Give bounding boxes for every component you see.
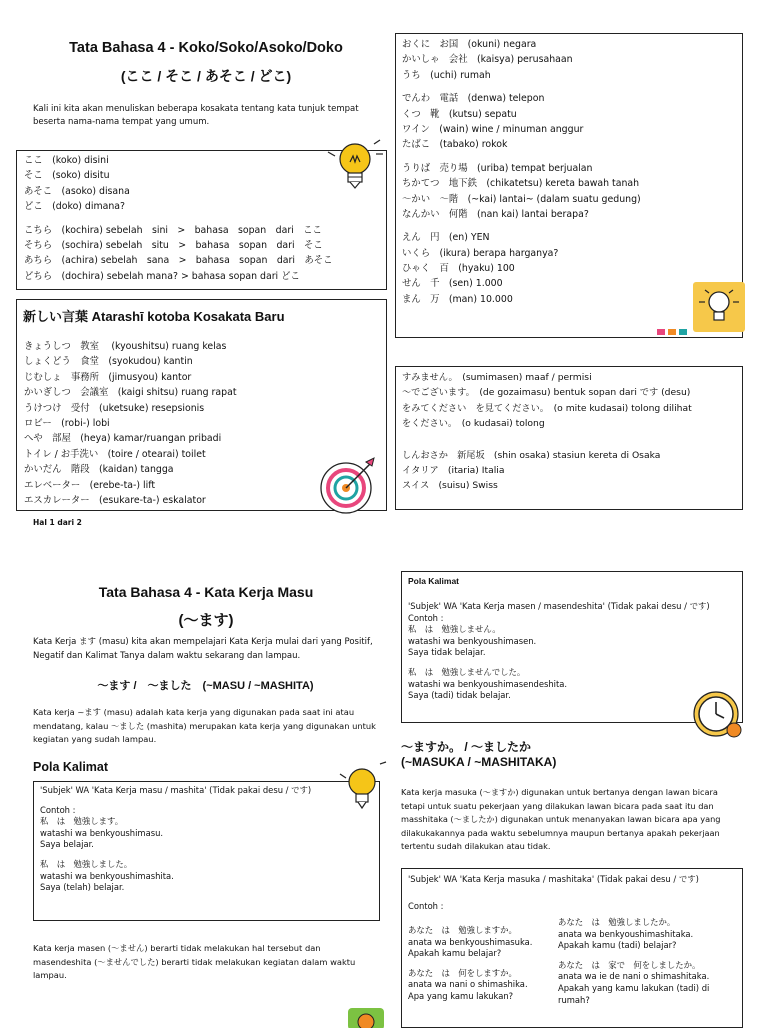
demonstrative-line: こちら (kochira) sebelah sini > bahasa sopan dari ここ: [24, 224, 322, 236]
demonstrative-line: そこ (soko) disitu: [24, 170, 110, 182]
example-line: Apakah kamu (tadi) belajar?: [558, 940, 677, 951]
example-line: Apakah yang kamu lakukan (tadi) di: [558, 982, 710, 993]
masu-heading: ～ます / ～ました (~MASU / ~MASHITA): [97, 680, 314, 692]
question-pola-box: [401, 868, 743, 1028]
example-line: あなた は 家で 何をしましたか。: [558, 959, 701, 970]
vocab-line: えん 円 (en) YEN: [402, 232, 490, 244]
phrase-line: [402, 432, 692, 440]
example-line: watashi wa benkyoushimasen.: [408, 635, 537, 646]
example-line: [408, 960, 532, 968]
example-line: Saya (telah) belajar.: [40, 882, 125, 893]
vocab-line: うけつけ 受付 (uketsuke) resepsionis: [24, 402, 205, 414]
negative-pola-title: Pola Kalimat: [408, 576, 460, 586]
vocab-line: くつ 靴 (kutsu) sepatu: [402, 108, 517, 120]
phrase-line: しんおさか 新尾坂 (shin osaka) stasiun kereta di Osaka: [402, 449, 661, 461]
vocab-line: ロビー (robi-) lobi: [24, 417, 110, 429]
example-line: [558, 952, 709, 960]
page1-footer: Hal 1 dari 2: [33, 518, 82, 527]
example-line: あなた は 何をしますか。: [408, 967, 517, 978]
page2-title: Tata Bahasa 4 - Kata Kerja Masu: [98, 584, 314, 600]
masu-paragraph: Kata kerja ~ます (masu) adalah kata kerja yang digunakan pada saat ini atau mendatang, kalau ～ました (mashita) merupakan kata kerja yang digunakan untuk kegiatan yang sudah lampau.: [33, 707, 376, 744]
example-line: [40, 797, 311, 805]
example-line: 私 は 勉強しました。: [40, 858, 133, 869]
question-examples-left: [408, 925, 532, 1003]
vocab-line: かいだん 階段 (kaidan) tangga: [24, 464, 174, 476]
vocab-line: まん 万 (man) 10.000: [402, 293, 513, 305]
vocab-list: [24, 339, 237, 508]
vocab-line: [402, 222, 641, 230]
example-line: [40, 851, 311, 859]
example-line: watashi wa benkyoushimashita.: [40, 870, 174, 881]
vocab-line: ワイン (wain) wine / minuman anggur: [402, 123, 584, 135]
phrase-line: [402, 440, 692, 448]
vocab-line: [402, 83, 641, 91]
question-contoh-label: Contoh :: [408, 901, 444, 911]
vocab-line: かいぎしつ 会議室 (kaigi shitsu) ruang rapat: [24, 387, 237, 399]
target-icon: [316, 456, 378, 516]
page1-right-vocab-box: [395, 33, 743, 338]
example-line: Apakah kamu belajar?: [408, 948, 502, 959]
example-line: watashi wa benkyoushimasu.: [40, 827, 164, 838]
vocab-line: ～かい ～階 (~kai) lantai~ (dalam suatu gedung): [402, 193, 641, 205]
example-line: 私 は 勉強します。: [40, 816, 124, 827]
masen-paragraph: Kata kerja masen (～ません) berarti tidak melakukan hal tersebut dan masendeshita (～ませんでした) berarti tidak melakukan kegiatan dalam waktu lampau.: [33, 943, 356, 980]
vocab-line: なんかい 何階 (nan kai) lantai berapa?: [402, 208, 589, 220]
example-line: あなた は 勉強しましたか。: [558, 917, 676, 927]
lightbulb-icon: [338, 760, 388, 818]
example-line: Contoh :: [408, 612, 444, 623]
pola-box: [33, 781, 380, 921]
lightbulb-icon: [326, 134, 384, 194]
example-line: Apa yang kamu lakukan?: [408, 990, 514, 1001]
demonstrative-line: あそこ (asoko) disana: [24, 185, 130, 197]
vocab-line: おくに お国 (okuni) negara: [402, 39, 537, 50]
example-line: Contoh :: [40, 804, 76, 815]
vocab-line: [402, 153, 641, 161]
pola-heading: Pola Kalimat: [33, 760, 109, 774]
demonstrative-line: ここ (koko) disini: [24, 155, 109, 166]
phrase-line: をください。 (o kudasai) tolong: [402, 418, 545, 430]
phrase-line: ～でございます。 (de gozaimasu) bentuk sopan dari です (desu): [402, 387, 691, 399]
phrase-line: をみてください を見てください。 (o mite kudasai) tolong dilihat: [402, 402, 692, 414]
vocab-line: ちかてつ 地下鉄 (chikatetsu) kereta bawah tanah: [402, 178, 640, 190]
demonstrative-line: そちら (sochira) sebelah situ > bahasa sopan dari そこ: [24, 239, 323, 251]
example-line: rumah?: [558, 994, 590, 1005]
example-line: [408, 659, 710, 667]
demonstrative-list: [24, 153, 332, 284]
example-line: 私 は 勉強しません。: [408, 624, 501, 635]
vocab-line: でんわ 電話 (denwa) telepon: [402, 93, 545, 105]
example-line: anata wa ie de nani o shimashitaka.: [558, 971, 710, 982]
example-line: 'Subjek' WA 'Kata Kerja masu / mashita' (Tidak pakai desu / です): [40, 785, 312, 795]
vocab-line: トイレ / お手洗い (toire / otearai) toilet: [24, 448, 206, 460]
vocab-line: エレベーター (erebe-ta-) lift: [24, 479, 156, 491]
vocab-line: かいしゃ 会社 (kaisya) perusahaan: [402, 54, 573, 66]
page1-phrases-box: [395, 366, 743, 510]
vocab-line: うち (uchi) rumah: [402, 69, 491, 81]
example-line: 私 は 勉強しませんでした。: [408, 666, 526, 677]
page2-subtitle: (～ます): [178, 612, 234, 629]
example-line: watashi wa benkyoushimasendeshita.: [408, 678, 568, 689]
vocab-line: いくら (ikura) berapa harganya?: [402, 247, 559, 259]
demonstrative-line: あちら (achira) sebelah sana > bahasa sopan dari あそこ: [24, 255, 333, 267]
example-line: anata wa benkyoushimasuka.: [408, 936, 533, 947]
vocab-heading: 新しい言葉 Atarashī kotoba Kosakata Baru: [23, 309, 285, 324]
lightbulb-icon: [693, 282, 745, 332]
vocab-line: ひゃく 百 (hyaku) 100: [402, 263, 515, 275]
masuka-paragraph: Kata kerja masuka (～ますか) digunakan untuk bertanya dengan lawan bicara tetapi untuk suatu pekerjaan yang dilakukan lawan bicara pada saat itu dan masshitaka (～ましたか) digunakan untuk menanyakan lawan bicara apa yang dilakukakannya pada waktu sebelumnya maupun bertanya apakah pekerjaan tertentu sudah dilakukan atau tidak.: [401, 787, 721, 851]
vocab-line: たばこ (tabako) rokok: [402, 139, 508, 151]
page1-subtitle: (ここ / そこ / あそこ / どこ): [120, 68, 292, 84]
demonstrative-line: どこ (doko) dimana?: [24, 201, 126, 213]
phrase-line: イタリア (itaria) Italia: [402, 464, 505, 476]
badge-icon: [348, 1006, 384, 1024]
example-line: 'Subjek' WA 'Kata Kerja masen / masendeshita' (Tidak pakai desu / です): [408, 601, 710, 611]
negative-example-list: [408, 601, 710, 702]
vocab-line: エスカレーター (esukare-ta-) eskalator: [24, 494, 206, 506]
right-vocab-list: [402, 37, 641, 307]
example-line: anata wa nani o shimashika.: [408, 979, 528, 990]
example-line: Saya tidak belajar.: [408, 647, 486, 658]
pola-example-list: [40, 785, 311, 894]
vocab-line: へや 部屋 (heya) kamar/ruangan pribadi: [24, 433, 222, 445]
vocab-line: しょくどう 食堂 (syokudou) kantin: [24, 356, 193, 368]
page1-title: Tata Bahasa 4 - Koko/Soko/Asoko/Doko: [69, 40, 343, 56]
vocab-line: きょうしつ 教室 (kyoushitsu) ruang kelas: [24, 341, 227, 352]
masuka-heading-2: (~MASUKA / ~MASHITAKA): [401, 755, 557, 769]
masuka-heading-1: ～ますか。 / ～ましたか: [401, 740, 532, 754]
demonstrative-line: どちら (dochira) sebelah mana? > bahasa sopan dari どこ: [24, 270, 300, 282]
example-line: Saya belajar.: [40, 839, 94, 850]
phrases-list: [402, 370, 692, 494]
clock-icon: [692, 690, 744, 742]
question-pola-header: 'Subjek' WA 'Kata Kerja masuka / mashitaka' (Tidak pakai desu / です): [408, 874, 699, 884]
vocab-line: せん 千 (sen) 1.000: [402, 278, 503, 290]
example-line: anata wa benkyoushimashitaka.: [558, 928, 694, 939]
phrase-line: スイス (suisu) Swiss: [402, 480, 498, 492]
vocab-line: じむしょ 事務所 (jimusyou) kantor: [24, 371, 192, 383]
page2-intro: Kata Kerja ます (masu) kita akan mempelajari Kata Kerja mulai dari yang Positif, Negatif dan Kalimat Tanya dalam waktu sekarang dan lampau.: [33, 637, 373, 661]
color-squares-icon: [657, 321, 691, 329]
example-line: あなた は 勉強しますか。: [408, 925, 517, 935]
example-line: Saya (tadi) tidak belajar.: [408, 690, 511, 701]
phrase-line: すみません。 (sumimasen) maaf / permisi: [402, 372, 592, 383]
question-examples-right: [558, 917, 709, 1006]
demonstrative-line: [24, 215, 332, 223]
vocab-line: うりば 売り場 (uriba) tempat berjualan: [402, 162, 593, 174]
page1-intro: Kali ini kita akan menuliskan beberapa kosakata tentang kata tunjuk tempat beserta nama-nama tempat yang umum.: [33, 104, 359, 127]
